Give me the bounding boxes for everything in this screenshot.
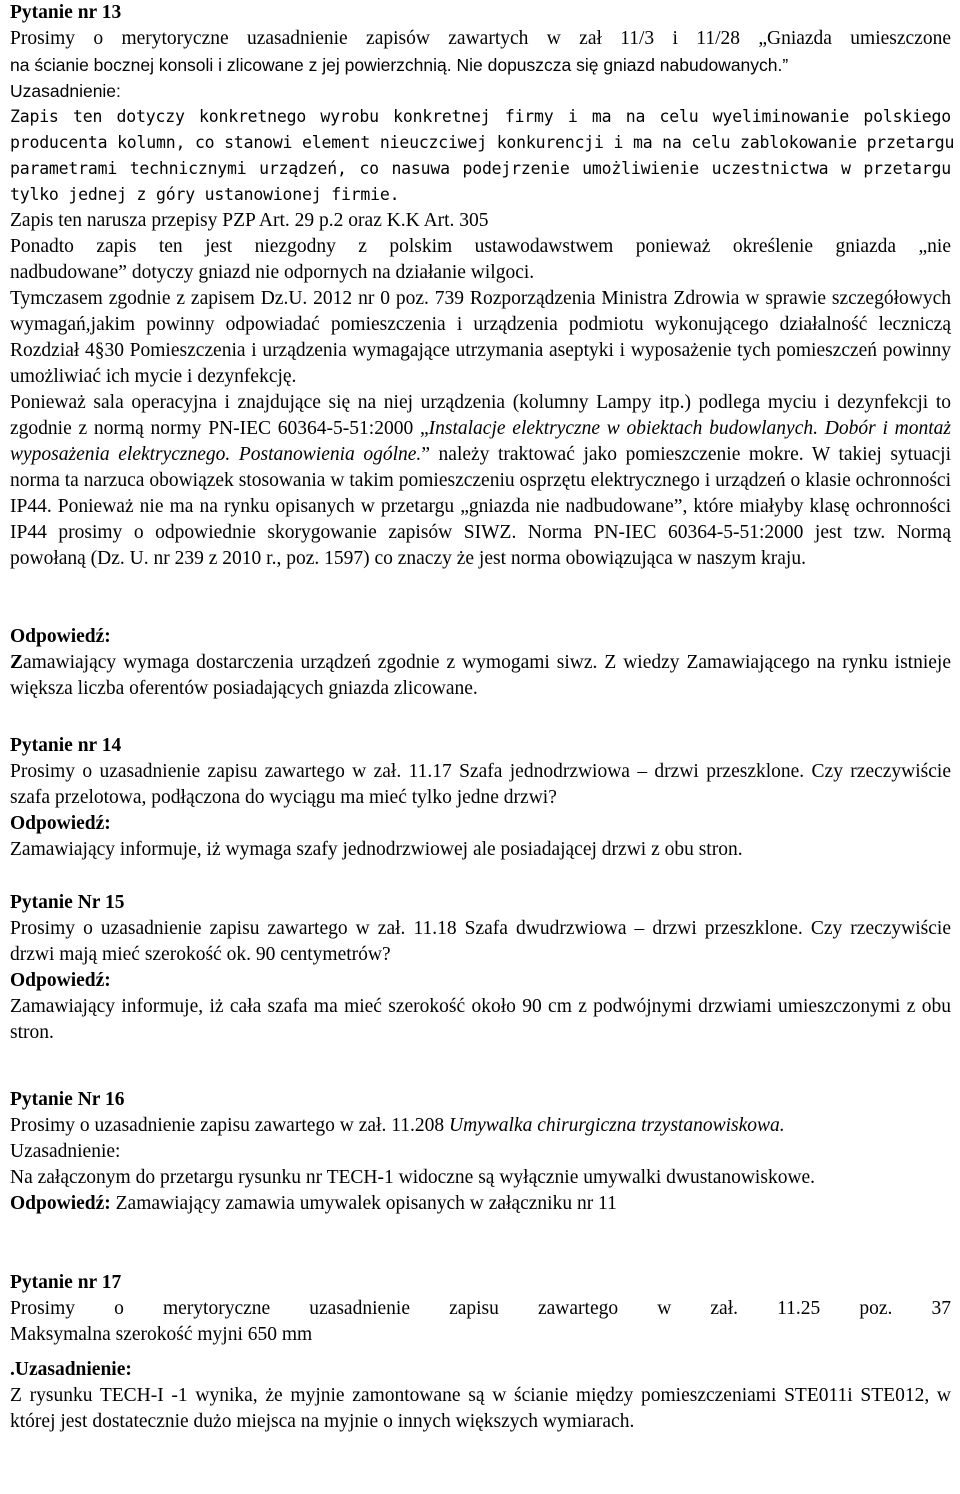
question-16-justification-text: Na załączonym do przetargu rysunku nr TECH-1 widoczne są wyłącznie umywalki dwustanowiskowe. [10,1167,816,1188]
question-13-justification-line-3: parametrami technicznymi urządzeń, co nasuwa podejrzenie umożliwienie uczestnictwa w przetargu [10,159,951,178]
question-13-answer-text [10,650,951,702]
question-16-answer-text: Zamawiający zamawia umywalek opisanych w załączniku nr 11 [110,1193,617,1214]
question-13-paragraph-1-line-1: Ponadto zapis ten jest niezgodny z polskim ustawodawstwem ponieważ określenie gniazda „nie [10,236,951,257]
question-13-justification-line-1: Zapis ten dotyczy konkretnego wyrobu konkretnej firmy i ma na celu wyeliminowanie polskiego [10,107,951,126]
question-13-paragraph-2-body: 739 Rozporządzenia Ministra Zdrowia w sprawie szczegółowych wymagań,jakim powinny odpowiadać pomieszczenia i urządzenia podmiotu wykonującego działalność leczniczą Rozdział 4§30 Pomieszczenia i urządzenia wymagające utrzymania aseptyki i wyposażenie tych pomieszczeń powinny umożliwiać ich mycie i dezynfekcję. [10,288,951,387]
question-13-text-line-2: na ścianie bocznej konsoli i zlicowane z jej powierzchnią. Nie dopuszcza się gniazd nabudowanych.” [10,55,789,75]
question-13-justification-line-2: producenta kolumn, co stanowi element nieuczciwej konkurencji i ma na celu zablokowanie przetargu [10,133,955,152]
question-13-paragraph-1-line-2: nadbudowane” dotyczy gniazd nie odpornych na działanie wilgoci. [10,262,535,283]
question-13-paragraph-3-start: Ponieważ sala operacyjna i znajdujące się na niej urządzenia (kolumny Lampy itp.) podlega myciu i dezynfekcji to zgodnie z normą normy PN-IEC 60364-5-51:2000 „ [10,392,951,439]
question-15-answer-text: Zamawiający informuje, iż cała szafa ma mieć szerokość około 90 cm z podwójnymi drzwiami umieszczonymi z obu stron. [10,996,951,1043]
question-16-justification-label: Uzasadnienie: [10,1141,121,1162]
question-13-answer-label: Odpowiedź: [10,626,111,647]
question-13 [10,0,955,286]
question-15-heading: Pytanie Nr 15 [10,892,125,913]
question-17-text-line-1: Prosimy o merytoryczne uzasadnienie zapisu zawartego w zał. 11.25 poz. 37 [10,1298,951,1319]
question-14-answer-text: Zamawiający informuje, iż wymaga szafy jednodrzwiowej ale posiadającej drzwi z obu stron. [10,839,743,860]
question-16-text [10,1113,951,1139]
question-13-paragraph-3 [10,390,951,572]
question-17-justification-text: Z rysunku TECH-I -1 wynika, że myjnie zamontowane są w ścianie między pomieszczeniami STE011i STE012, w której jest dostatecznie dużo miejsca na myjnie o innych większych wymiarach. [10,1385,951,1432]
question-13-heading: Pytanie nr 13 [10,2,122,23]
question-13-paragraph-2-start: Tymczasem zgodnie z zapisem Dz.U. 2012 nr 0 poz. [10,288,429,309]
question-15-answer-label: Odpowiedź: [10,970,111,991]
question-17-justification-label: .Uzasadnienie: [10,1359,132,1380]
question-13-pzp-note: Zapis ten narusza przepisy PZP Art. 29 p.2 oraz K.K Art. 305 [10,210,489,231]
question-16-answer-label: Odpowiedź: [10,1193,111,1214]
question-13-answer [10,624,951,702]
question-14-text: Prosimy o uzasadnienie zapisu zawartego w zał. 11.17 Szafa jednodrzwiowa – drzwi przeszklone. Czy rzeczywiście szafa przelotowa, podłączona do wyciągu ma mieć tylko jedne drzwi? [10,761,951,808]
question-16-item-name: Umywalka chirurgiczna trzystanowiskowa. [448,1115,785,1136]
question-13-paragraph-2 [10,286,951,390]
question-16 [10,1087,951,1217]
question-16-text-start: Prosimy o uzasadnienie zapisu zawartego w zał. 11.208 [10,1115,449,1136]
question-17 [10,1270,951,1348]
question-17-heading: Pytanie nr 17 [10,1272,122,1293]
question-16-answer [10,1191,951,1217]
question-17-justification [10,1357,951,1435]
question-15-text: Prosimy o uzasadnienie zapisu zawartego w zał. 11.18 Szafa dwudrzwiowa – drzwi przeszklone. Czy rzeczywiście drzwi mają mieć szerokość ok. 90 centymetrów? [10,918,951,965]
question-15 [10,890,951,1046]
question-14-heading: Pytanie nr 14 [10,735,122,756]
question-13-justification-label: Uzasadnienie: [10,81,121,101]
question-16-heading: Pytanie Nr 16 [10,1089,125,1110]
question-13-answer-initial: Z [10,652,24,673]
question-14-answer-label: Odpowiedź: [10,813,111,834]
question-13-paragraph-3-body: ” należy traktować jako pomieszczenie mokre. W takiej sytuacji norma ta narzuca obowiązek stosowania w takim pomieszczeniu osprzętu elektrycznego i urządzeń o klasie ochronności IP44. Ponieważ nie ma na rynku opisanych w przetargu „gniazda nie nadbudowane”, które miałyby klasę ochronności IP44 prosimy o odpowiednie skorygowanie zapisów SIWZ. Norma PN-IEC 60364-5-51:2000 jest tzw. Normą powołaną (Dz. U. nr 239 z 2010 r., poz. 1597) co znaczy że jest norma obowiązująca w naszym kraju. [10,444,951,569]
question-13-text-line-1: Prosimy o merytoryczne uzasadnienie zapisów zawartych w zał 11/3 i 11/28 „Gniazda umieszczone [10,28,951,49]
question-13-answer-body: amawiający wymaga dostarczenia urządzeń zgodnie z wymogami siwz. Z wiedzy Zamawiającego na rynku istnieje większa liczba oferentów posiadających gniazda zlicowane. [10,652,951,699]
question-17-text-line-2: Maksymalna szerokość myjni 650 mm [10,1324,313,1345]
question-13-standard-title: Instalacje elektryczne w obiektach budowlanych. Dobór i montaż wyposażenia elektrycznego. Postanowienia ogólne. [10,418,951,465]
question-14 [10,733,951,863]
question-13-justification-line-4: tylko jednej z góry ustanowionej firmie. [10,185,400,204]
